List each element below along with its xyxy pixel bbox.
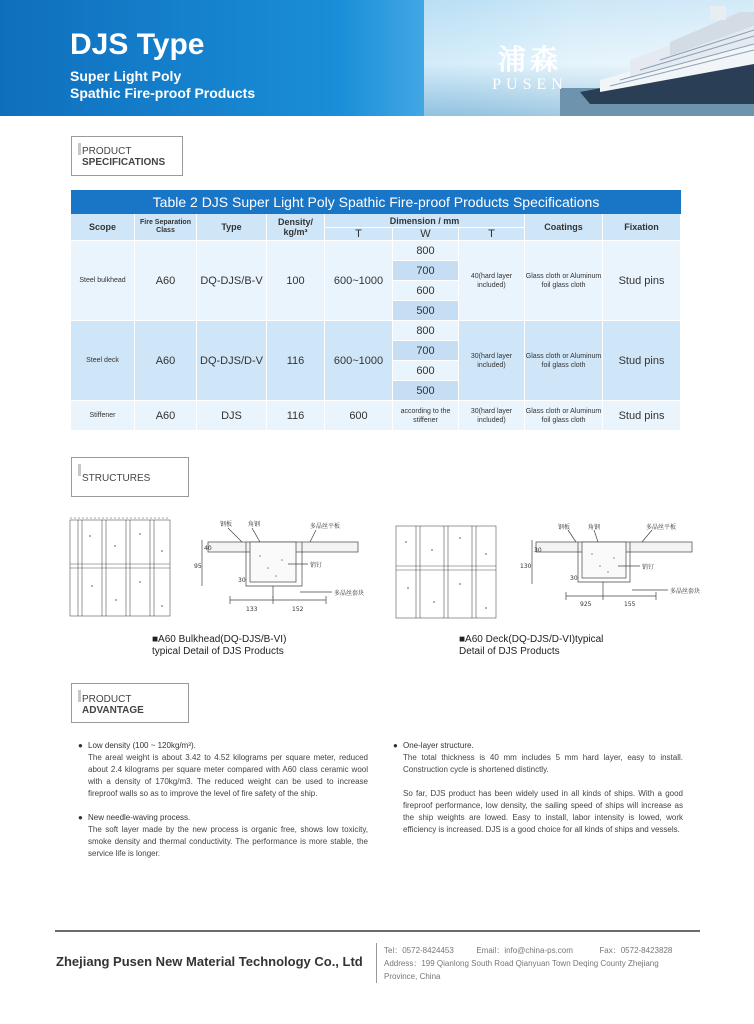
drawing-label: 钢板 <box>558 524 571 531</box>
cell-coatings: Glass cloth or Aluminum foil glass cloth <box>525 241 603 321</box>
drawing-dimension: 30 <box>570 575 578 582</box>
cell-density: 100 <box>267 241 325 321</box>
drawing-dimension: 40 <box>204 545 212 552</box>
cell-scope: Stiffener <box>71 401 135 431</box>
cell-width-note: according to the stiffener <box>393 401 459 431</box>
drawing-dimension: 152 <box>292 606 304 613</box>
advantage-title: ● Low density (100 ~ 120kg/m³). <box>88 740 368 752</box>
drawing-label: 多晶丝套块 <box>670 588 701 595</box>
section-label-line: PRODUCT <box>82 146 132 157</box>
page-title: DJS Type <box>70 28 205 61</box>
cell-fire-class: A60 <box>135 401 197 431</box>
caption-line: Detail of DJS Products <box>459 646 560 657</box>
drawing-label: 销钉 <box>310 562 323 569</box>
cruise-ship-image <box>560 0 754 116</box>
section-label-specifications <box>71 136 183 176</box>
drawing-label: 多晶丝套块 <box>334 590 365 597</box>
logo-english-text: PUSEN <box>492 76 568 93</box>
table-caption: Table 2 DJS Super Light Poly Spathic Fire-proof Products Specifications <box>71 190 681 214</box>
bulkhead-drawing <box>70 516 365 616</box>
section-label-line: STRUCTURES <box>82 473 151 484</box>
cell-type: DQ-DJS/B-V <box>197 241 267 321</box>
drawing-dimension: 95 <box>194 563 202 570</box>
header-fire-class: Fire Separation Class <box>135 214 197 241</box>
drawing-label: 钢板 <box>220 521 233 528</box>
cell-type: DJS <box>197 401 267 431</box>
footer-divider <box>55 930 700 932</box>
section-label-advantage <box>71 683 189 723</box>
header-dim-t: T <box>325 228 393 241</box>
caption-line: ■A60 Bulkhead(DQ-DJS/B-VI) <box>152 634 287 645</box>
logo-chinese-text: 浦森 <box>497 43 562 76</box>
header-dimension: Dimension / mm <box>325 214 525 228</box>
contact-email: Email：info@china-ps.com <box>476 946 573 955</box>
specifications-table <box>71 190 681 431</box>
cell-fixation: Stud pins <box>603 321 681 401</box>
cell-width: 800 <box>393 321 459 341</box>
cell-width: 800 <box>393 241 459 261</box>
cell-thickness: 30(hard layer included) <box>459 401 525 431</box>
drawing-dimension: 130 <box>520 563 532 570</box>
section-label-line: ADVANTAGE <box>82 705 144 716</box>
cell-width: 500 <box>393 381 459 401</box>
caption-line: typical Detail of DJS Products <box>152 646 284 657</box>
header-type: Type <box>197 214 267 241</box>
section-label-line: SPECIFICATIONS <box>82 157 166 168</box>
cell-coatings: Glass cloth or Aluminum foil glass cloth <box>525 401 603 431</box>
section-label-line: PRODUCT <box>82 694 132 705</box>
deck-caption <box>459 634 603 658</box>
drawing-dimension: 30 <box>238 577 246 584</box>
drawing-dimension: 925 <box>580 601 592 608</box>
drawing-label: 角钢 <box>588 524 601 531</box>
subtitle-line: Super Light Poly <box>70 68 182 84</box>
contact-tel: Tel：0572-8424453 <box>384 946 454 955</box>
cell-thickness-range: 600 <box>325 401 393 431</box>
header-coatings: Coatings <box>525 214 603 241</box>
cell-thickness-range: 600~1000 <box>325 241 393 321</box>
header-banner <box>0 0 754 116</box>
advantages-left-column <box>88 740 368 860</box>
cell-fire-class: A60 <box>135 321 197 401</box>
cell-density: 116 <box>267 401 325 431</box>
header-scope: Scope <box>71 214 135 241</box>
cell-width: 500 <box>393 301 459 321</box>
contact-line <box>384 944 672 957</box>
pusen-logo <box>490 38 570 94</box>
drawing-label: 角钢 <box>248 521 261 528</box>
subtitle-line: Spathic Fire-proof Products <box>70 85 256 101</box>
company-name: Zhejiang Pusen New Material Technology Co., Ltd <box>56 954 363 969</box>
drawing-dimension: 155 <box>624 601 636 608</box>
bulkhead-caption <box>152 634 286 658</box>
cell-coatings: Glass cloth or Aluminum foil glass cloth <box>525 321 603 401</box>
advantages-right-column <box>403 740 683 836</box>
cell-thickness: 40(hard layer included) <box>459 241 525 321</box>
contact-address: Address：199 Qianlong South Road Qianyuan Town Deqing County Zhejiang <box>384 959 659 968</box>
header-density: Density/ kg/m³ <box>267 214 325 241</box>
cell-width: 600 <box>393 361 459 381</box>
cell-thickness-range: 600~1000 <box>325 321 393 401</box>
caption-line: ■A60 Deck(DQ-DJS/D-VI)typical <box>459 634 604 645</box>
cell-density: 116 <box>267 321 325 401</box>
cell-scope: Steel deck <box>71 321 135 401</box>
advantage-body: The soft layer made by the new process is organic free, shows low toxicity, smoke density and thermal conductivity. The performance is more stable, the service life is longer. <box>88 825 368 858</box>
advantage-body: The total thickness is 40 mm includes 5 mm hard layer, easy to install. Construction cycle is shortened distinctly. <box>403 753 683 774</box>
drawing-label: 多晶丝平板 <box>310 523 341 530</box>
footer-vertical-divider <box>376 943 377 983</box>
drawing-label: 销钉 <box>642 564 655 571</box>
cell-width: 700 <box>393 341 459 361</box>
header-fixation: Fixation <box>603 214 681 241</box>
cell-width: 600 <box>393 281 459 301</box>
contact-fax: Fax：0572-8423828 <box>599 946 673 955</box>
header-dim-w: W <box>393 228 459 241</box>
advantage-body: The areal weight is about 3.42 to 4.52 kilograms per square meter, reduced about 2.4 kilograms per square meter compared with A60 class ceramic wool with a density of 170kg/m3. The reduced weight can be used to increase fireproof walls so as to improve the level of fire safety of the ship. <box>88 753 368 798</box>
contact-address: Province, China <box>384 972 441 981</box>
cell-scope: Steel bulkhead <box>71 241 135 321</box>
section-label-structures <box>71 457 189 497</box>
cell-thickness: 30(hard layer included) <box>459 321 525 401</box>
drawing-dimension: 133 <box>246 606 258 613</box>
advantage-title: ● One-layer structure. <box>403 740 683 752</box>
advantage-paragraph: So far, DJS product has been widely used in all kinds of ships. With a good fireproof performance, low density, the sailing speed of ships will increase as the ship weights are lowed. Easy to install, labor intensity is lowed, work efficiency is increased. DJS is a good choice for all kinds of ships and vessels. <box>403 789 683 834</box>
drawing-label: 多晶丝平板 <box>646 524 677 531</box>
header-dim-t: T <box>459 228 525 241</box>
cell-fire-class: A60 <box>135 241 197 321</box>
advantage-title: ● New needle-waving process. <box>88 812 368 824</box>
cell-width: 700 <box>393 261 459 281</box>
contact-info <box>384 944 672 983</box>
cell-type: DQ-DJS/D-V <box>197 321 267 401</box>
page-subtitle <box>70 68 255 102</box>
drawing-dimension: 30 <box>534 547 542 554</box>
cell-fixation: Stud pins <box>603 401 681 431</box>
deck-drawing <box>396 522 701 618</box>
cell-fixation: Stud pins <box>603 241 681 321</box>
